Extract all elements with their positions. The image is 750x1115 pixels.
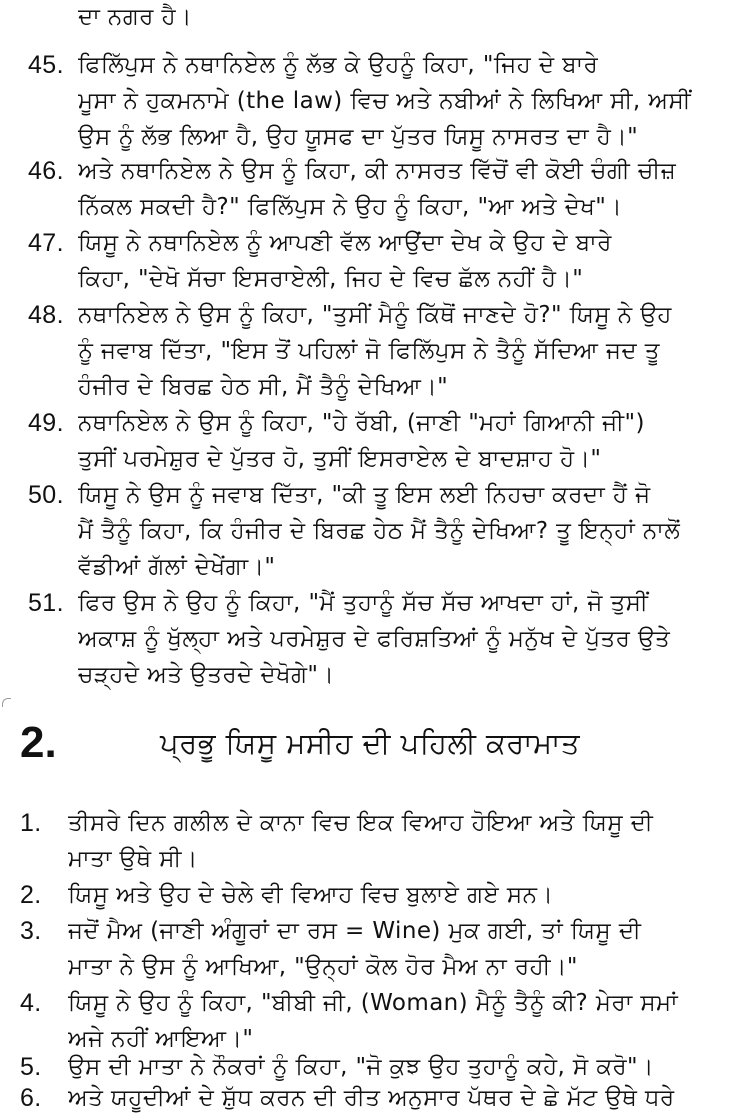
verse-number: 48. [28, 301, 64, 329]
scan-mark [2, 698, 11, 707]
verse-47-line-1: 47. ਯਿਸੂ ਨੇ ਨਥਾਨਿਏਲ ਨੂੰ ਆਪਣੀ ਵੱਲ ਆਉਂਦਾ ਦੇਖ ਕੇ ਉਹ ਦੇ ਬਾਰੇ [0, 226, 750, 260]
verse-49-line-1: 49. ਨਥਾਨਿਏਲ ਨੇ ਉਸ ਨੂੰ ਕਿਹਾ, "ਹੇ ਰੱਬੀ, (ਜਾਣੀ "ਮਹਾਂ ਗਿਆਨੀ ਜੀ") [0, 406, 750, 440]
verse-47-line-2: ਕਿਹਾ, "ਦੇਖੋ ਸੱਚਾ ਇਸਰਾਏਲੀ, ਜਿਹ ਦੇ ਵਿਚ ਛੱਲ ਨਹੀਂ ਹੈ।" [78, 266, 584, 292]
verse-number: 5. [20, 1053, 42, 1081]
chapter-title: ਪ੍ਰਭੂ ਯਿਸੂ ਮਸੀਹ ਦੀ ਪਹਿਲੀ ਕਰਾਮਾਤ [160, 726, 581, 760]
verse-50-line-2: ਮੈਂ ਤੈਨੂੰ ਕਿਹਾ, ਕਿ ਹੰਜੀਰ ਦੇ ਬਿਰਛ ਹੇਠ ਮੈਂ ਤੈਨੂੰ ਦੇਖਿਆ? ਤੂ ਇਨ੍ਹਾਂ ਨਾਲੋਂ [78, 518, 681, 544]
verse-number: 6. [20, 1084, 42, 1112]
verse-48-line-2: ਨੂੰ ਜਵਾਬ ਦਿੱਤਾ, "ਇਸ ਤੋਂ ਪਹਿਲਾਂ ਜੋ ਫਿਲਿੱਪੁਸ ਨੇ ਤੈਨੂੰ ਸੱਦਿਆ ਜਦ ਤੂ [78, 338, 660, 364]
chapter-number: 2. [20, 718, 57, 767]
verse-46-line-2: ਨਿੱਕਲ ਸਕਦੀ ਹੈ?" ਫਿਲਿੱਪੁਸ ਨੇ ਉਹ ਨੂੰ ਕਿਹਾ, "ਆ ਅਤੇ ਦੇਖ"। [78, 194, 623, 220]
verse-45-line-1: 45. ਫਿਲਿੱਪੁਸ ਨੇ ਨਥਾਨਿਏਲ ਨੂੰ ਲੱਭ ਕੇ ਉਹਨੂੰ ਕਿਹਾ, "ਜਿਹ ਦੇ ਬਾਰੇ [0, 48, 750, 82]
verse-number: 45. [28, 51, 64, 79]
verse-number: 4. [20, 989, 42, 1017]
verse-number: 50. [28, 481, 64, 509]
verse-48-line-3: ਹੰਜੀਰ ਦੇ ਬਿਰਛ ਹੇਠ ਸੀ, ਮੈਂ ਤੈਨੂੰ ਦੇਖਿਆ।" [78, 374, 449, 400]
verse-2-3-line-1: 3. ਜਦੋਂ ਮੈਅ (ਜਾਣੀ ਅੰਗੂਰਾਂ ਦਾ ਰਸ = Wine) ਮੁਕ ਗਈ, ਤਾਂ ਯਿਸੂ ਦੀ [0, 914, 750, 948]
verse-2-5-line-1: 5. ਉਸ ਦੀ ਮਾਤਾ ਨੇ ਨੌਕਰਾਂ ਨੂੰ ਕਿਹਾ, "ਜੋ ਕੁਝ ਉਹ ਤੁਹਾਨੂੰ ਕਹੇ, ਸੋ ਕਰੋ"। [0, 1050, 750, 1084]
verse-45-line-3: ਉਸ ਨੂੰ ਲੱਭ ਲਿਆ ਹੈ, ਉਹ ਯੂਸਫ ਦਾ ਪੁੱਤਰ ਯਿਸੂ ਨਾਸਰਤ ਦਾ ਹੈ।" [78, 124, 639, 150]
verse-number: 46. [28, 157, 64, 185]
verse-2-2-line-1: 2. ਯਿਸੂ ਅਤੇ ਉਹ ਦੇ ਚੇਲੇ ਵੀ ਵਿਆਹ ਵਿਚ ਬੁਲਾਏ ਗਏ ਸਨ। [0, 878, 750, 912]
verse-51-line-1: 51. ਫਿਰ ਉਸ ਨੇ ਉਹ ਨੂੰ ਕਿਹਾ, "ਮੈਂ ਤੁਹਾਨੂੰ ਸੱਚ ਸੱਚ ਆਖਦਾ ਹਾਂ, ਜੋ ਤੁਸੀਂ [0, 586, 750, 620]
verse-2-1-line-2: ਮਾਤਾ ਉਥੇ ਸੀ। [68, 846, 198, 872]
verse-50-line-3: ਵੱਡੀਆਂ ਗੱਲਾਂ ਦੇਖੇਂਗਾ।" [78, 554, 276, 580]
verse-51-line-2: ਅਕਾਸ਼ ਨੂੰ ਖੁੱਲ੍ਹਾ ਅਤੇ ਪਰਮੇਸ਼ੁਰ ਦੇ ਫਰਿਸ਼ਤਿਆਂ ਨੂੰ ਮਨੁੱਖ ਦੇ ਪੁੱਤਰ ਉਤੇ [78, 626, 671, 652]
verse-2-3-line-2: ਮਾਤਾ ਨੇ ਉਸ ਨੂੰ ਆਖਿਆ, "ਉਨ੍ਹਾਂ ਕੋਲ ਹੋਰ ਮੈਅ ਨਾ ਰਹੀ।" [68, 954, 578, 980]
verse-number: 49. [28, 409, 64, 437]
verse-46-line-1: 46. ਅਤੇ ਨਥਾਨਿਏਲ ਨੇ ਉਸ ਨੂੰ ਕਿਹਾ, ਕੀ ਨਾਸਰਤ ਵਿੱਚੋਂ ਵੀ ਕੋਈ ਚੰਗੀ ਚੀਜ਼ [0, 154, 750, 188]
verse-number: 51. [28, 589, 64, 617]
verse-number: 47. [28, 229, 64, 257]
verse-45-line-2: ਮੂਸਾ ਨੇ ਹੁਕਮਨਾਮੇ (the law) ਵਿਚ ਅਤੇ ਨਬੀਆਂ ਨੇ ਲਿਖਿਆ ਸੀ, ਅਸੀਂ [78, 88, 692, 114]
verse-2-6-line-1: 6. ਅਤੇ ਯਹੂਦੀਆਂ ਦੇ ਸ਼ੁੱਧ ਕਰਨ ਦੀ ਰੀਤ ਅਨੁਸਾਰ ਪੱਥਰ ਦੇ ਛੇ ਮੱਟ ਉਥੇ ਧਰੇ [0, 1081, 750, 1115]
verse-number: 2. [20, 881, 42, 909]
verse-number: 1. [20, 809, 42, 837]
verse-44-line-1: ਦਾ ਨਗਰ ਹੈ। [78, 4, 192, 30]
verse-2-4-line-1: 4. ਯਿਸੂ ਨੇ ਉਹ ਨੂੰ ਕਿਹਾ, "ਬੀਬੀ ਜੀ, (Woman) ਮੈਨੂੰ ਤੈਨੂੰ ਕੀ? ਮੇਰਾ ਸਮਾਂ [0, 986, 750, 1020]
verse-49-line-2: ਤੁਸੀਂ ਪਰਮੇਸ਼ੁਰ ਦੇ ਪੁੱਤਰ ਹੋ, ਤੁਸੀਂ ਇਸਰਾਏਲ ਦੇ ਬਾਦਸ਼ਾਹ ਹੋ।" [78, 446, 602, 472]
verse-2-1-line-1: 1. ਤੀਸਰੇ ਦਿਨ ਗਲੀਲ ਦੇ ਕਾਨਾ ਵਿਚ ਇਕ ਵਿਆਹ ਹੋਇਆ ਅਤੇ ਯਿਸੂ ਦੀ [0, 806, 750, 840]
verse-50-line-1: 50. ਯਿਸੂ ਨੇ ਉਸ ਨੂੰ ਜਵਾਬ ਦਿੱਤਾ, "ਕੀ ਤੂ ਇਸ ਲਈ ਨਿਹਚਾ ਕਰਦਾ ਹੈਂ ਜੋ [0, 478, 750, 512]
verse-48-line-1: 48. ਨਥਾਨਿਏਲ ਨੇ ਉਸ ਨੂੰ ਕਿਹਾ, "ਤੁਸੀਂ ਮੈਨੂੰ ਕਿੱਥੋਂ ਜਾਣਦੇ ਹੋ?" ਯਿਸੂ ਨੇ ਉਹ [0, 298, 750, 332]
verse-51-line-3: ਚੜ੍ਹਦੇ ਅਤੇ ਉਤਰਦੇ ਦੇਖੋਗੇ"। [78, 662, 335, 688]
verse-2-4-line-2: ਅਜੇ ਨਹੀਂ ਆਇਆ।" [68, 1026, 254, 1052]
verse-number: 3. [20, 917, 42, 945]
